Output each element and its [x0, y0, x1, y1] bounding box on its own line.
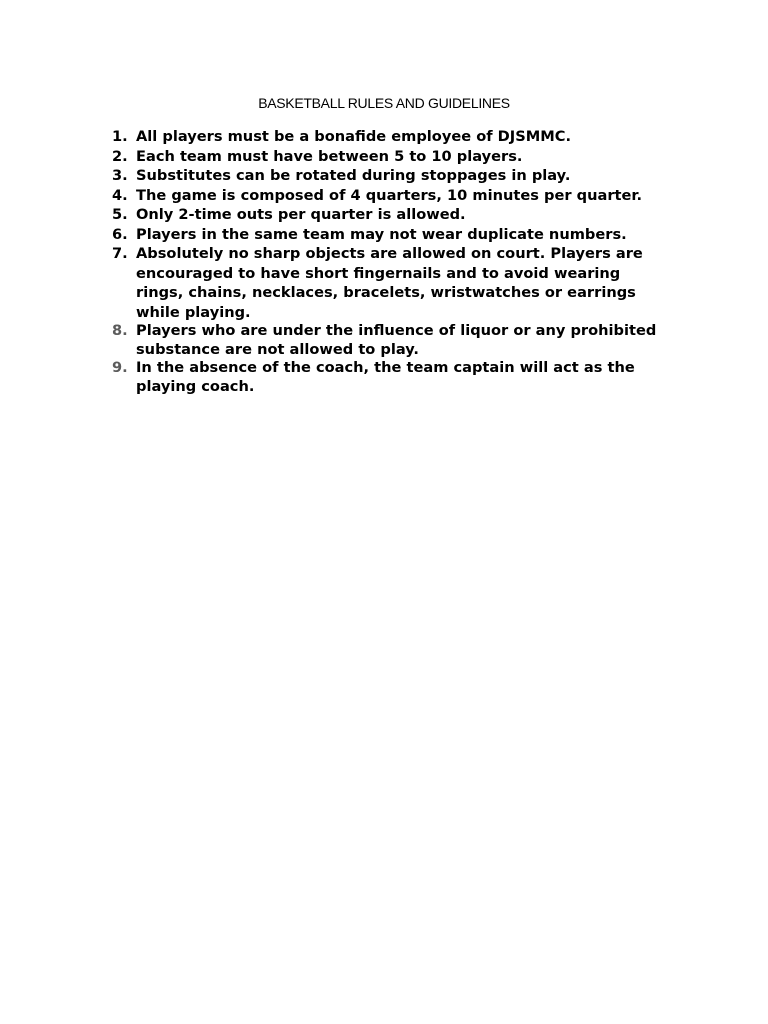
rule-number: 5.	[112, 206, 128, 223]
rule-item-1	[112, 127, 672, 147]
rule-item-5	[112, 205, 672, 225]
rule-number: 1.	[112, 128, 128, 145]
rule-item-2	[112, 147, 672, 167]
rule-item-6	[112, 225, 672, 245]
rule-text: Each team must have between 5 to 10 players.	[136, 147, 523, 165]
rule-item-8	[112, 322, 672, 359]
rule-item-7	[112, 244, 672, 322]
rule-item-9	[112, 359, 672, 396]
rule-number: 6.	[112, 225, 128, 243]
rule-number: 2.	[112, 147, 128, 165]
rule-text: Absolutely no sharp objects are allowed on court. Players are encouraged to have short fingernails and to avoid wearing rings, chains, necklaces, bracelets, wristwatches or earrings while playing.	[136, 245, 643, 321]
rule-text: Players in the same team may not wear duplicate numbers.	[136, 225, 627, 243]
rule-number: 9.	[112, 359, 128, 376]
rule-text: In the absence of the coach, the team captain will act as the playing coach.	[136, 359, 635, 395]
rules-list	[112, 127, 672, 396]
rule-number: 3.	[112, 167, 128, 184]
rule-item-4	[112, 186, 672, 206]
rule-text: Players who are under the influence of liquor or any prohibited substance are not allowed to play.	[136, 322, 657, 358]
document-title: BASKETBALL RULES AND GUIDELINES	[258, 95, 510, 111]
rule-text: Substitutes can be rotated during stoppages in play.	[136, 167, 571, 184]
rule-number: 8.	[112, 322, 128, 339]
rule-item-3	[112, 166, 672, 186]
rule-number: 4.	[112, 186, 128, 204]
rule-number: 7.	[112, 245, 128, 262]
rule-text: All players must be a bonafide employee of DJSMMC.	[136, 128, 572, 145]
rule-text: The game is composed of 4 quarters, 10 minutes per quarter.	[136, 186, 643, 204]
rule-text: Only 2-time outs per quarter is allowed.	[136, 206, 466, 223]
